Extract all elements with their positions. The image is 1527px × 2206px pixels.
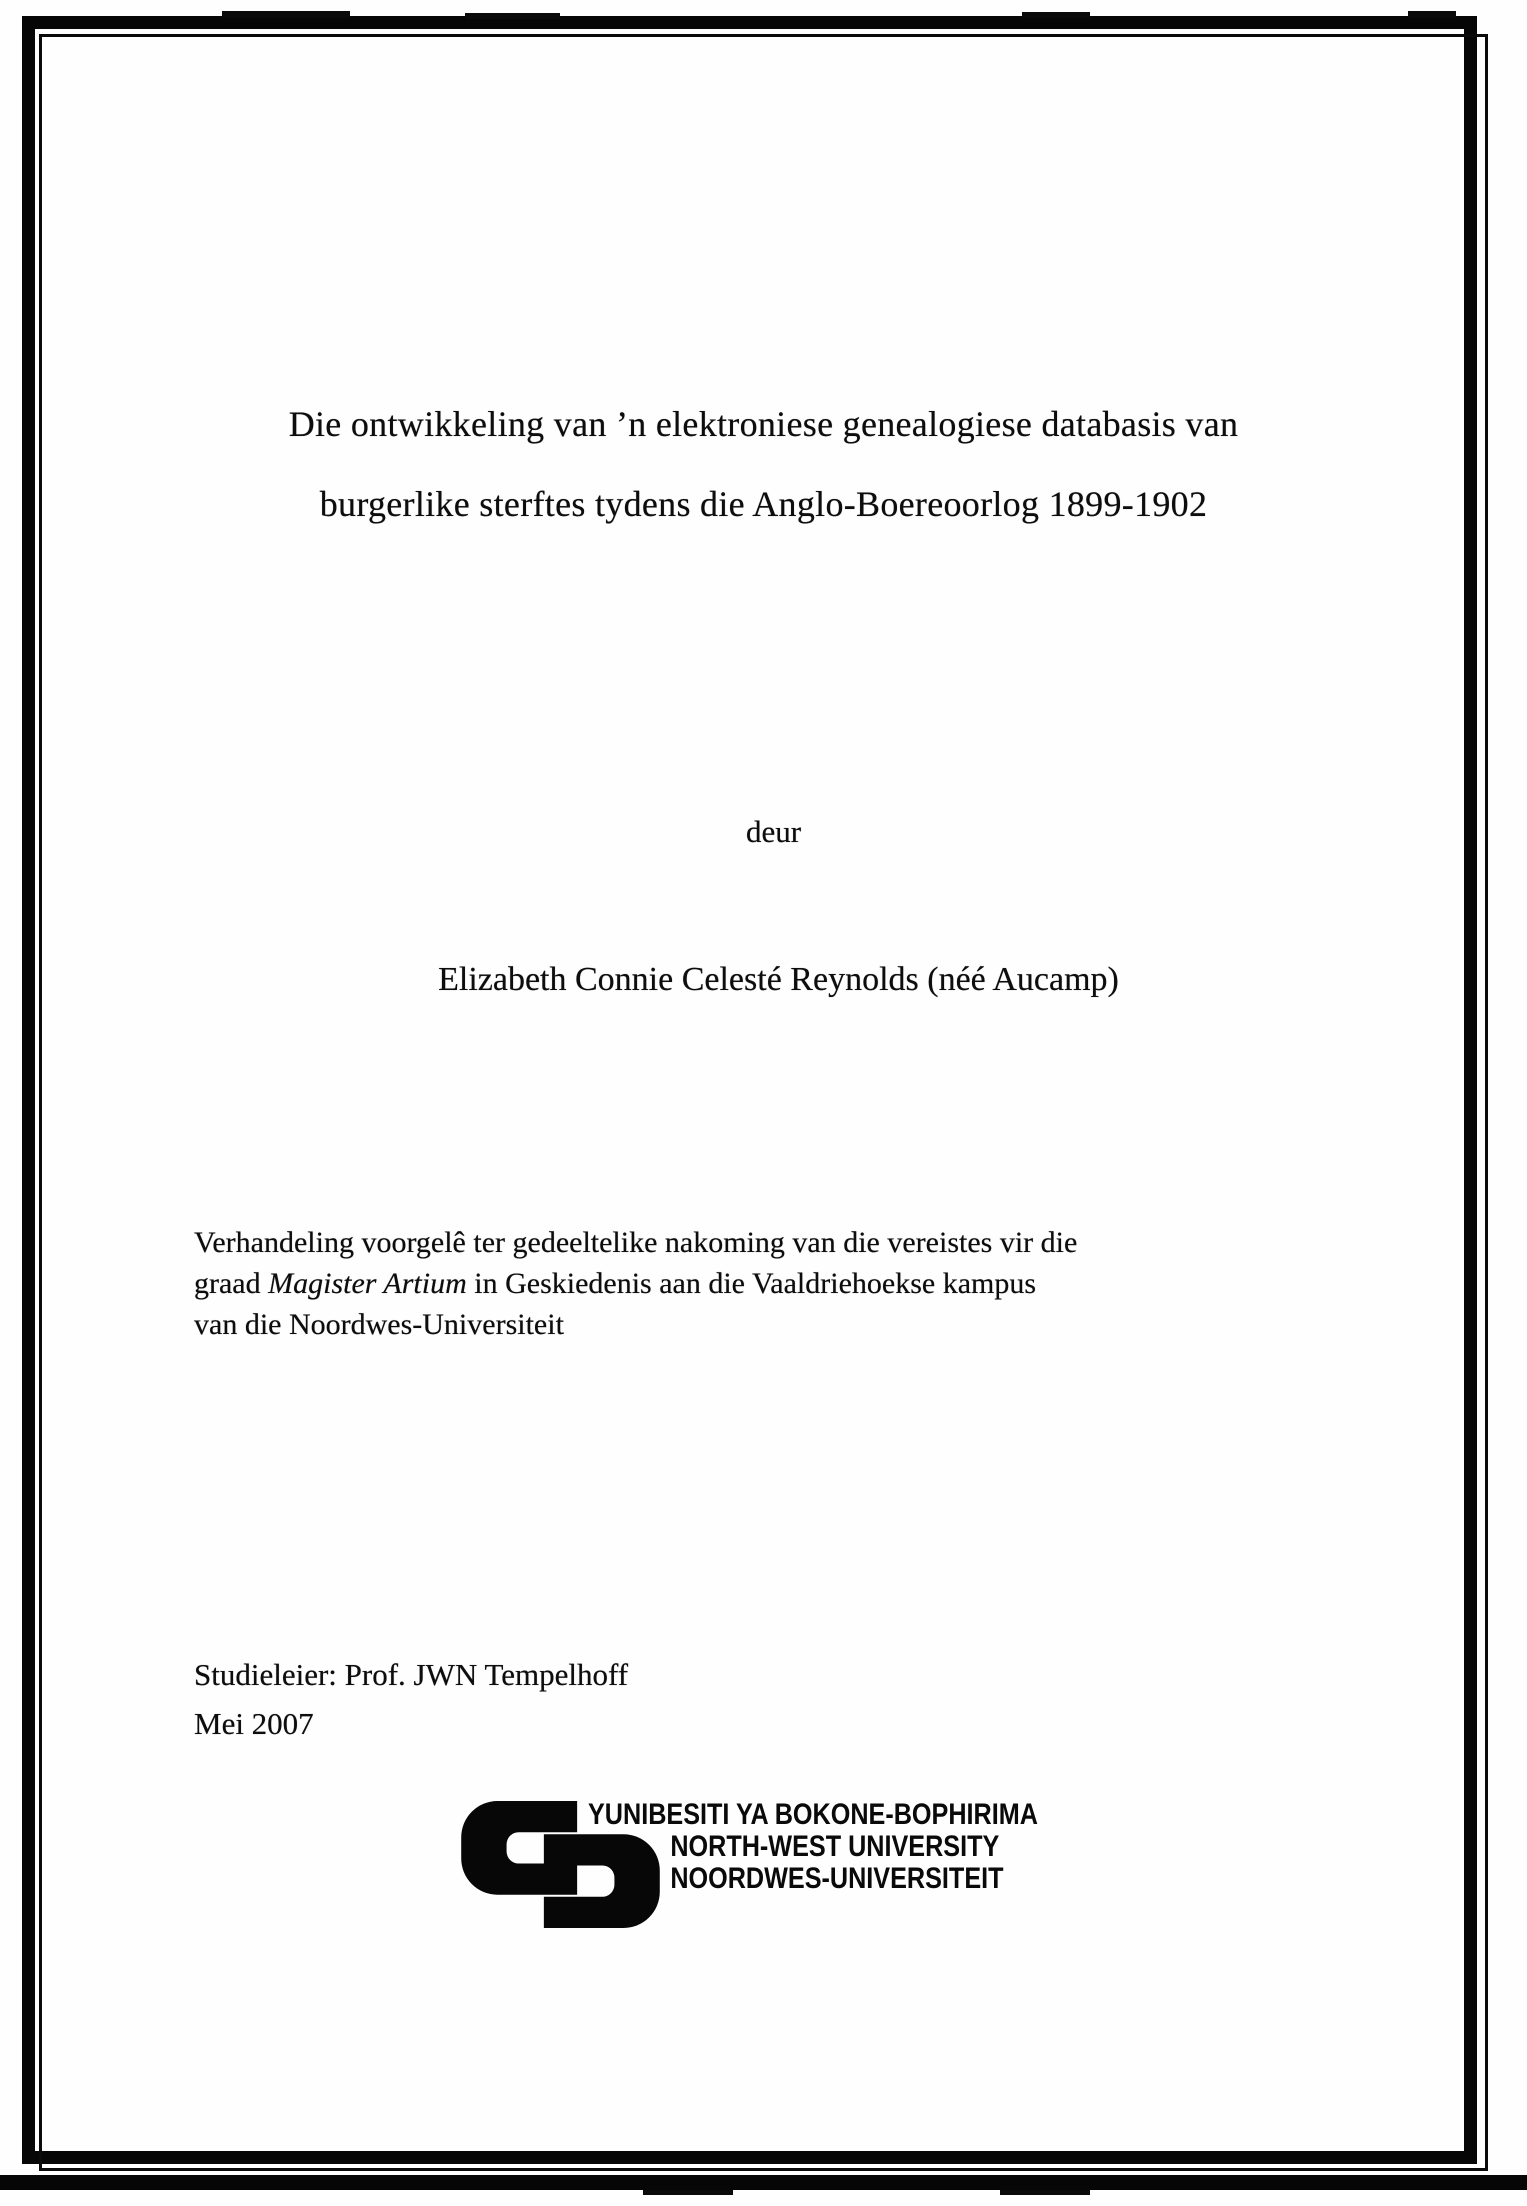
date-line: Mei 2007 xyxy=(194,1706,314,1741)
scan-artifact xyxy=(465,13,560,19)
nwu-logo-text-line2: NORTH-WEST UNIVERSITY xyxy=(670,1830,1000,1863)
thesis-title xyxy=(120,384,1407,544)
nwu-logo-text-line1: YUNIBESITI YA BOKONE-BOPHIRIMA xyxy=(588,1798,1038,1831)
degree-statement-line2 xyxy=(194,1263,1344,1304)
byline: deur xyxy=(745,814,802,849)
scan-artifact xyxy=(1022,12,1090,18)
degree-statement-line2-suffix: in Geskiedenis aan die Vaaldriehoekse kampus xyxy=(466,1267,1037,1300)
thesis-title-line2: burgerlike sterftes tydens die Anglo-Boereoorlog 1899-1902 xyxy=(319,484,1208,524)
nwu-logo-text xyxy=(588,1799,1038,1895)
degree-statement-line1: Verhandeling voorgelê ter gedeeltelike nakoming van die vereistes vir die xyxy=(194,1226,1078,1259)
degree-statement-line3: van die Noordwes-Universiteit xyxy=(194,1308,564,1341)
scan-artifact-bottom-bar xyxy=(0,2175,1527,2190)
nwu-logo-text-line3: NOORDWES-UNIVERSITEIT xyxy=(670,1862,1004,1895)
degree-name-italic: Magister Artium xyxy=(268,1267,467,1300)
scan-artifact xyxy=(1408,11,1456,18)
supervisor-and-date xyxy=(194,1650,1094,1748)
author-name: Elizabeth Connie Celesté Reynolds (néé Aucamp) xyxy=(438,961,1119,998)
degree-statement-line2-prefix: graad xyxy=(194,1267,269,1300)
scan-artifact xyxy=(1000,2190,1090,2195)
scan-artifact xyxy=(643,2190,733,2195)
supervisor-line: Studieleier: Prof. JWN Tempelhoff xyxy=(194,1657,629,1692)
thesis-title-line1: Die ontwikkeling van ’n elektroniese genealogiese databasis van xyxy=(288,404,1239,444)
degree-statement xyxy=(194,1222,1344,1345)
scan-artifact xyxy=(222,11,350,18)
